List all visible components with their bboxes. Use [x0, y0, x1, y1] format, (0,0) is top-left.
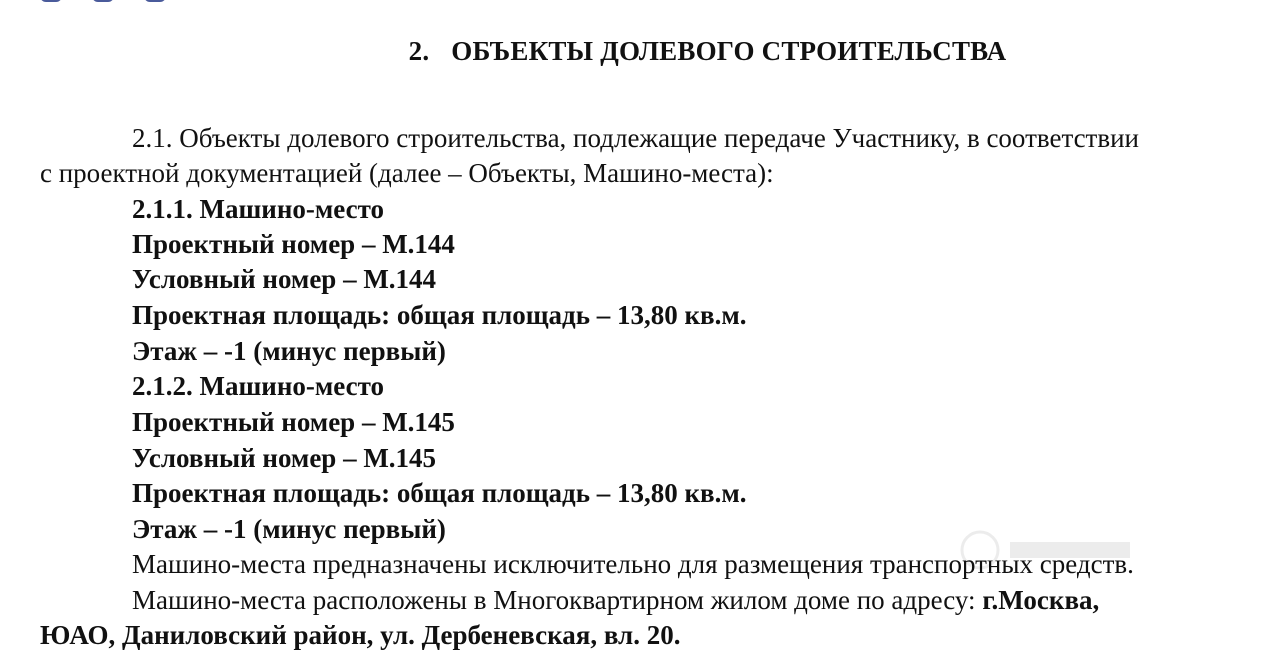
object1-heading: 2.1.1. Машино-место: [132, 194, 384, 224]
object2-heading: 2.1.2. Машино-место: [132, 371, 384, 401]
location-text: Машино-места расположены в Многоквартирном жилом доме по адресу:: [132, 585, 983, 615]
object2-conditional-number: Условный номер – М.145: [132, 443, 437, 473]
section-title-text: ОБЪЕКТЫ ДОЛЕВОГО СТРОИТЕЛЬСТВА: [451, 36, 1007, 66]
scan-artifact: [40, 0, 260, 4]
purpose-text: Машино-места предназначены исключительно для размещения транспортных средств.: [132, 549, 1134, 579]
object1-project-number: Проектный номер – М.144: [132, 229, 455, 259]
object1-area: Проектная площадь: общая площадь – 13,80 кв.м.: [132, 300, 747, 330]
intro-line-2: с проектной документацией (далее – Объекты, Машино-места):: [40, 158, 774, 188]
address-line: ЮАО, Даниловский район, ул. Дербеневская, вл. 20.: [40, 620, 681, 650]
location-city: г.Москва,: [982, 585, 1100, 615]
object1-conditional-number: Условный номер – М.144: [132, 264, 437, 294]
location-line: [132, 587, 1099, 614]
object2-floor: Этаж – -1 (минус первый): [132, 514, 446, 544]
object1-floor: Этаж – -1 (минус первый): [132, 336, 446, 366]
intro-line-1: 2.1. Объекты долевого строительства, подлежащие передаче Участнику, в соответствии: [132, 123, 1140, 153]
section-title: [0, 36, 1280, 67]
object2-project-number: Проектный номер – М.145: [132, 407, 455, 437]
object2-area: Проектная площадь: общая площадь – 13,80 кв.м.: [132, 478, 747, 508]
section-number: 2.: [408, 36, 430, 66]
